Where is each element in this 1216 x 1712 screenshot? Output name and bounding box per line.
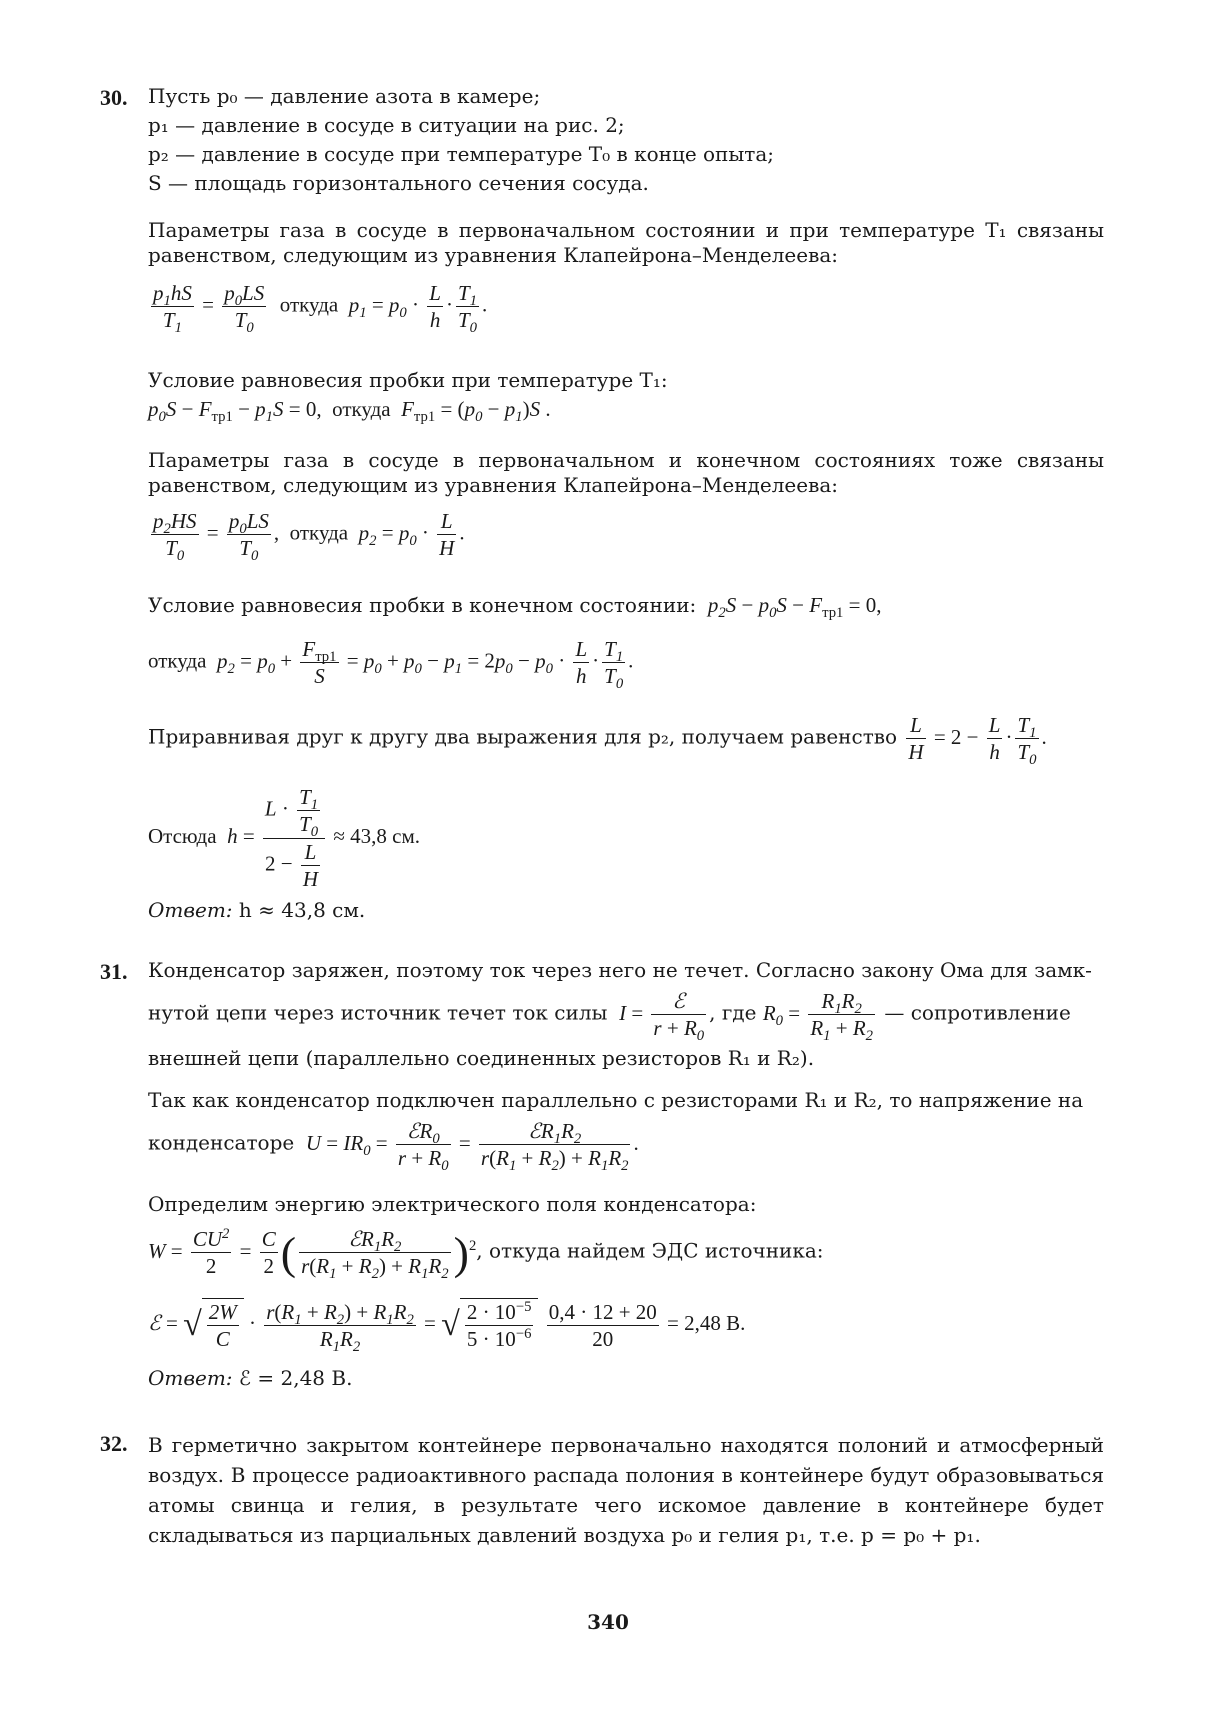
word-hence: Отсюда <box>148 823 217 848</box>
paragraph-4-text: Условие равновесия пробки в конечном состоянии: <box>148 593 697 617</box>
definition-line: Пусть p₀ — давление азота в камере; <box>148 84 541 108</box>
equation-equilibrium-1: $p_0S - F_{тр1} - p_1S = 0$, откуда $F_{тр1} = (p_0 - p_1)S$ . <box>148 397 551 426</box>
h-value: ≈ 43,8 см. <box>333 823 421 848</box>
problem-31-line-4: Так как конденсатор подключен параллельно с резисторами R₁ и R₂, то напряжение на <box>148 1088 1084 1112</box>
definition-line: p₁ — давление в сосуде в ситуации на рис. 2; <box>148 113 625 137</box>
problem-32-number: 32. <box>100 1431 128 1456</box>
problem-31-line-2: нутой цепи через источник течет ток силы I = $\frac{\text{ℰ}}{r + R_0}$ , где $R_0$ = $\frac{R_1R_2}{R_1 + R_2}$ — сопротивление <box>148 989 1071 1045</box>
page-number: 340 <box>587 1610 629 1634</box>
equation-clapeyron-1: $\frac{p_1hS}{T_1}$ = $\frac{p_0LS}{T_0}$ откуда $p_1 = p_0$ · $\frac{L}{h}$ · $\frac{T_1}{T_0}$ . <box>153 281 488 337</box>
problem-32-text: В герметично закрытом контейнере первоначально находятся полоний и атмосферный воздух. В процессе радиоактивного распада полония в контейнере будут образовываться атомы свинца и гелия, в результате чего искомое давление в контейнере будет складываться из парциальных давлений воздуха p₀ и гелия p₁, т.е. p = p₀ + p₁. <box>148 1433 1104 1547</box>
problem-30-answer <box>148 898 1104 923</box>
word-whence: откуда <box>148 648 207 673</box>
word-whence: откуда <box>332 397 391 421</box>
problem-31-line-5: конденсаторе $U = IR_0$ = $\frac{ℰR_0}{r + R_0}$ = $\frac{ℰR_1R_2}{r(R_1 + R_2) + R_1R_2}$ . <box>148 1119 639 1175</box>
capacitor-text: конденсаторе <box>148 1130 295 1155</box>
answer-value: ℰ = 2,48 В. <box>238 1366 353 1390</box>
problem-31-line-1: Конденсатор заряжен, поэтому ток через него не течет. Согласно закону Ома для замк- <box>148 958 1092 982</box>
definition-line: S — площадь горизонтального сечения сосуда. <box>148 171 649 195</box>
problem-30-definitions <box>148 84 1104 196</box>
answer-value: h ≈ 43,8 см. <box>238 898 366 922</box>
problem-31-line-3: внешней цепи (параллельно соединенных резисторов R₁ и R₂). <box>148 1046 815 1070</box>
equation-emf: ℰ = √ $\frac{2W}{C}$ · $\frac{r(R_1 + R_2) + R_1R_2}{R_1R_2}$ = √ $\frac{2 \cdot 10^{-5}}{5 \cdot 10^{-6}}$ $\frac{0,4 \cdot 12 + 20}{20}$ = 2,48 В. <box>148 1299 746 1355</box>
emf-text: , откуда найдем ЭДС источника: <box>476 1238 824 1263</box>
answer-label: Ответ: <box>148 898 233 922</box>
where-text: , где <box>709 1000 757 1025</box>
problem-30-number: 30. <box>100 85 128 110</box>
answer-label: Ответ: <box>148 1366 233 1390</box>
equation-energy: W = $\frac{CU^2}{2}$ = $\frac{C}{2}$ ( $\frac{ℰR_1R_2}{r(R_1 + R_2) + R_1R_2}$ )$^2$, откуда найдем ЭДС источника: <box>148 1226 824 1283</box>
equation-h-result: Отсюда h = L · $\frac{T_1}{T_0}$ 2 − $\frac{L}{H}$ ≈ 43,8 см. <box>148 785 421 891</box>
problem-31-number: 31. <box>100 959 128 984</box>
problem-31-answer <box>148 1366 1104 1391</box>
definition-line: p₂ — давление в сосуде при температуре T₀ в конце опыта; <box>148 142 775 166</box>
problem-31-paragraph-3: Определим энергию электрического поля конденсатора: <box>148 1192 757 1216</box>
paragraph-5-text: Приравнивая друг к другу два выражения для p₂, получаем равенство <box>148 724 898 749</box>
problem-30-paragraph-3: Параметры газа в сосуде в первоначальном и конечном состояниях тоже связаны равенством, следующим из уравнения Клапейрона–Менделеева: <box>148 448 1104 497</box>
word-whence: откуда <box>279 292 339 317</box>
problem-30-paragraph-5: Приравнивая друг к другу два выражения для p₂, получаем равенство $\frac{L}{H}$ = 2 − $\frac{L}{h}$ · $\frac{T_1}{T_0}$ . <box>148 713 1047 769</box>
problem-30-paragraph-4: Условие равновесия пробки в конечном состоянии: $p_2S - p_0S - F_{тр1} = 0$, <box>148 593 882 622</box>
resistance-text: — сопротивление <box>884 1000 1071 1025</box>
problem-30-paragraph-2: Условие равновесия пробки при температуре T₁: <box>148 368 668 392</box>
equation-clapeyron-2: $\frac{p_2HS}{T_0}$ = $\frac{p_0LS}{T_0}$ , откуда $p_2 = p_0$ · $\frac{L}{H}$ . <box>153 509 465 565</box>
problem-30-paragraph-1: Параметры газа в сосуде в первоначальном состоянии и при температуре T₁ связаны равенством, следующим из уравнения Клапейрона–Менделеева: <box>148 218 1104 267</box>
word-whence: откуда <box>289 520 349 545</box>
equation-p2-final: откуда $p_2 = p_0$ + $\frac{F_{тр1}}{S}$ = $p_0 + p_0 - p_1 = 2p_0 - p_0$ · $\frac{L}{h}$ · $\frac{T_1}{T_0}$ . <box>148 637 634 693</box>
ohm-text: нутой цепи через источник течет ток силы <box>148 1000 608 1025</box>
emf-result: = 2,48 В. <box>667 1311 746 1336</box>
